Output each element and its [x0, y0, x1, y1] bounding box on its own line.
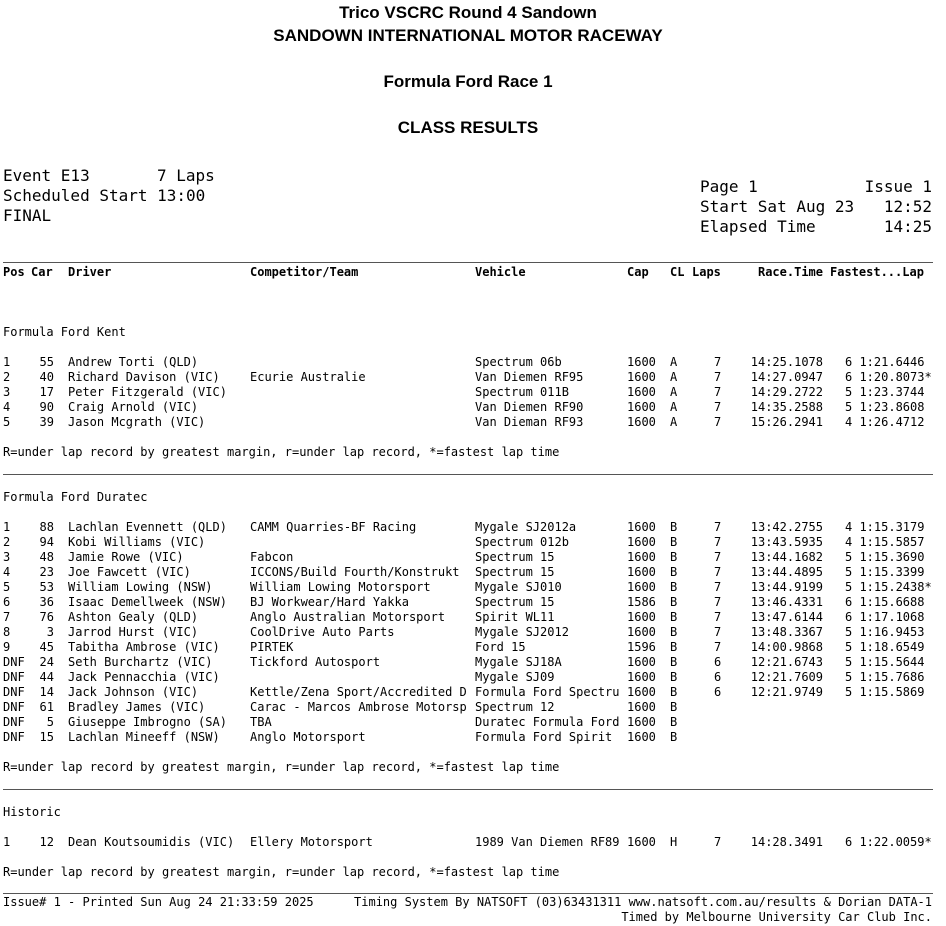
cell-race-time: 14:00.9868 [750, 640, 823, 654]
cell-cl: A [670, 370, 678, 384]
cell-car: 44 [39, 670, 54, 684]
table-row [0, 520, 946, 535]
cell-cl: B [670, 595, 678, 609]
cell-car: 14 [39, 685, 54, 699]
cell-driver: William Lowing (NSW) [68, 580, 213, 594]
table-row [0, 640, 946, 655]
cell-team: Ecurie Australie [250, 370, 366, 384]
cell-cl: A [670, 415, 678, 429]
cell-cap: 1600 [627, 715, 656, 729]
cell-car: 3 [46, 625, 54, 639]
cell-cap: 1600 [627, 670, 656, 684]
cell-race-time: 13:44.1682 [750, 550, 823, 564]
cell-car: 23 [39, 565, 54, 579]
cell-cap: 1600 [627, 610, 656, 624]
cell-fastest: 5 1:15.2438* [845, 580, 932, 594]
cell-vehicle: Spectrum 15 [475, 550, 555, 564]
cell-vehicle: Spectrum 012b [475, 535, 569, 549]
cell-cap: 1600 [627, 685, 656, 699]
cell-cl: B [670, 565, 678, 579]
cell-race-time: 14:29.2722 [750, 385, 823, 399]
cell-driver: Peter Fitzgerald (VIC) [68, 385, 227, 399]
cell-race-time: 13:48.3367 [750, 625, 823, 639]
cell-vehicle: Mygale SJ2012a [475, 520, 577, 534]
cell-laps: 6 [714, 655, 722, 669]
elapsed-label: Elapsed Time [700, 217, 816, 236]
cell-car: 61 [39, 700, 54, 714]
cell-vehicle: 1989 Van Diemen RF89 [475, 835, 620, 849]
cell-cl: B [670, 580, 678, 594]
cell-cl: B [670, 685, 678, 699]
start-label: Start Sat Aug 23 [700, 197, 855, 216]
cell-cap: 1586 [627, 595, 656, 609]
cell-race-time: 13:47.6144 [750, 610, 823, 624]
cell-pos: DNF [3, 730, 25, 744]
cell-vehicle: Spectrum 011B [475, 385, 569, 399]
cell-team: CAMM Quarries-BF Racing [250, 520, 417, 534]
cell-laps: 7 [714, 610, 722, 624]
cell-fastest: 5 1:15.3690 [845, 550, 925, 564]
cell-cl: B [670, 640, 678, 654]
cell-cl: A [670, 385, 678, 399]
cell-car: 12 [39, 835, 54, 849]
cell-driver: Tabitha Ambrose (VIC) [68, 640, 220, 654]
col-pos: Pos [3, 265, 25, 279]
cell-cap: 1600 [627, 835, 656, 849]
table-row [0, 685, 946, 700]
cell-cap: 1600 [627, 355, 656, 369]
cell-fastest: 5 1:23.8608 [845, 400, 925, 414]
cell-cl: A [670, 355, 678, 369]
table-row [0, 355, 946, 370]
cell-cap: 1600 [627, 565, 656, 579]
table-row [0, 370, 946, 385]
cell-pos: 1 [3, 355, 11, 369]
cell-pos: DNF [3, 715, 25, 729]
cell-vehicle: Formula Ford Spirit [475, 730, 613, 744]
cell-cl: B [670, 625, 678, 639]
table-row [0, 415, 946, 430]
cell-fastest: 6 1:20.8073* [845, 370, 932, 384]
cell-fastest: 6 1:22.0059* [845, 835, 932, 849]
cell-driver: Bradley James (VIC) [68, 700, 206, 714]
cell-cl: B [670, 550, 678, 564]
divider [3, 789, 933, 790]
table-row [0, 610, 946, 625]
cell-cl: B [670, 535, 678, 549]
legend-text: R=under lap record by greatest margin, r=under lap record, *=fastest lap time [3, 760, 560, 774]
cell-pos: 4 [3, 565, 11, 579]
report-type: CLASS RESULTS [397, 118, 539, 137]
cell-race-time: 12:21.7609 [750, 670, 823, 684]
cell-pos: 4 [3, 400, 11, 414]
cell-laps: 7 [714, 625, 722, 639]
col-laps: Laps [692, 265, 721, 279]
divider [3, 893, 933, 894]
cell-cl: B [670, 520, 678, 534]
cell-cl: B [670, 730, 678, 744]
cell-pos: 2 [3, 535, 11, 549]
divider [3, 474, 933, 475]
race-title: Formula Ford Race 1 [383, 72, 553, 91]
col-cap: Cap [627, 265, 649, 279]
cell-driver: Lachlan Mineeff (NSW) [68, 730, 220, 744]
cell-cap: 1600 [627, 535, 656, 549]
result-status: FINAL [3, 206, 52, 225]
cell-fastest: 5 1:18.6549 [845, 640, 925, 654]
cell-driver: Isaac Demellweek (NSW) [68, 595, 227, 609]
cell-fastest: 5 1:15.7686 [845, 670, 925, 684]
cell-fastest: 6 1:21.6446 [845, 355, 925, 369]
cell-pos: 3 [3, 550, 11, 564]
section-title: Historic [3, 805, 61, 819]
cell-team: ICCONS/Build Fourth/Konstrukt [250, 565, 460, 579]
cell-race-time: 13:46.4331 [750, 595, 823, 609]
cell-driver: Joe Fawcett (VIC) [68, 565, 191, 579]
cell-pos: 8 [3, 625, 11, 639]
cell-fastest: 5 1:15.5644 [845, 655, 925, 669]
cell-pos: 5 [3, 580, 11, 594]
cell-cap: 1600 [627, 550, 656, 564]
cell-fastest: 5 1:15.5869 [845, 685, 925, 699]
cell-race-time: 12:21.6743 [750, 655, 823, 669]
cell-car: 40 [39, 370, 54, 384]
table-row [0, 730, 946, 745]
cell-pos: 7 [3, 610, 11, 624]
cell-laps: 7 [714, 520, 722, 534]
cell-laps: 6 [714, 670, 722, 684]
cell-race-time: 12:21.9749 [750, 685, 823, 699]
cell-fastest: 5 1:16.9453 [845, 625, 925, 639]
timing-system-info: Timing System By NATSOFT (03)63431311 www.natsoft.com.au/results & Dorian DATA-1 [354, 895, 932, 909]
timed-by-info: Timed by Melbourne University Car Club Inc. [621, 910, 932, 924]
cell-laps: 7 [714, 595, 722, 609]
table-row [0, 565, 946, 580]
cell-cl: B [670, 715, 678, 729]
page-number: Page 1 [700, 177, 758, 196]
cell-car: 94 [39, 535, 54, 549]
printed-info: Issue# 1 - Printed Sun Aug 24 21:33:59 2025 [3, 895, 314, 909]
cell-car: 24 [39, 655, 54, 669]
cell-fastest: 4 1:26.4712 [845, 415, 925, 429]
cell-vehicle: Duratec Formula Ford [475, 715, 620, 729]
legend-text: R=under lap record by greatest margin, r=under lap record, *=fastest lap time [3, 865, 560, 879]
cell-driver: Lachlan Evennett (QLD) [68, 520, 227, 534]
cell-fastest: 6 1:17.1068 [845, 610, 925, 624]
cell-vehicle: Van Diemen RF95 [475, 370, 584, 384]
cell-car: 39 [39, 415, 54, 429]
cell-vehicle: Spectrum 15 [475, 595, 555, 609]
table-row [0, 580, 946, 595]
table-row [0, 655, 946, 670]
cell-cap: 1600 [627, 400, 656, 414]
cell-car: 36 [39, 595, 54, 609]
cell-pos: 5 [3, 415, 11, 429]
cell-laps: 7 [714, 580, 722, 594]
cell-laps: 7 [714, 370, 722, 384]
cell-race-time: 15:26.2941 [750, 415, 823, 429]
cell-laps: 7 [714, 640, 722, 654]
cell-team: Anglo Australian Motorsport [250, 610, 446, 624]
divider [3, 262, 933, 263]
cell-team: BJ Workwear/Hard Yakka [250, 595, 409, 609]
event-id: Event E13 [3, 166, 90, 185]
cell-laps: 7 [714, 385, 722, 399]
cell-cl: B [670, 670, 678, 684]
cell-vehicle: Spectrum 06b [475, 355, 562, 369]
cell-race-time: 13:43.5935 [750, 535, 823, 549]
col-vehicle: Vehicle [475, 265, 526, 279]
table-row [0, 715, 946, 730]
col-fastest: Fastest...Lap [830, 265, 924, 279]
cell-driver: Ashton Gealy (QLD) [68, 610, 199, 624]
table-row [0, 385, 946, 400]
cell-race-time: 13:44.9199 [750, 580, 823, 594]
cell-car: 55 [39, 355, 54, 369]
cell-team: CoolDrive Auto Parts [250, 625, 395, 639]
cell-vehicle: Van Diemen RF90 [475, 400, 584, 414]
cell-team: Tickford Autosport [250, 655, 381, 669]
scheduled-start: Scheduled Start 13:00 [3, 186, 206, 205]
table-row [0, 535, 946, 550]
issue-number: Issue 1 [864, 177, 932, 196]
cell-pos: 3 [3, 385, 11, 399]
cell-pos: 9 [3, 640, 11, 654]
cell-fastest: 5 1:23.3744 [845, 385, 925, 399]
cell-car: 5 [46, 715, 54, 729]
col-race-time: Race.Time [757, 265, 823, 279]
cell-cap: 1600 [627, 700, 656, 714]
cell-car: 76 [39, 610, 54, 624]
table-row [0, 700, 946, 715]
cell-driver: Richard Davison (VIC) [68, 370, 220, 384]
cell-driver: Andrew Torti (QLD) [68, 355, 199, 369]
cell-car: 53 [39, 580, 54, 594]
cell-vehicle: Spectrum 15 [475, 565, 555, 579]
cell-vehicle: Ford 15 [475, 640, 526, 654]
report-title: Trico VSCRC Round 4 Sandown [339, 3, 597, 22]
cell-cap: 1600 [627, 625, 656, 639]
section-title: Formula Ford Kent [3, 325, 126, 339]
cell-cl: A [670, 400, 678, 414]
table-row [0, 835, 946, 850]
cell-vehicle: Spectrum 12 [475, 700, 555, 714]
cell-cl: B [670, 655, 678, 669]
cell-laps: 7 [714, 835, 722, 849]
cell-laps: 7 [714, 415, 722, 429]
cell-team: Anglo Motorsport [250, 730, 366, 744]
cell-cap: 1596 [627, 640, 656, 654]
cell-cap: 1600 [627, 520, 656, 534]
table-row [0, 625, 946, 640]
col-driver: Driver [68, 265, 112, 279]
cell-laps: 6 [714, 685, 722, 699]
cell-cap: 1600 [627, 655, 656, 669]
cell-driver: Jarrod Hurst (VIC) [68, 625, 199, 639]
cell-vehicle: Mygale SJ18A [475, 655, 562, 669]
cell-team: Fabcon [250, 550, 294, 564]
cell-driver: Kobi Williams (VIC) [68, 535, 206, 549]
cell-team: Carac - Marcos Ambrose Motorsp [250, 700, 467, 714]
cell-driver: Jason Mcgrath (VIC) [68, 415, 206, 429]
cell-driver: Giuseppe Imbrogno (SA) [68, 715, 227, 729]
table-row [0, 595, 946, 610]
cell-race-time: 13:42.2755 [750, 520, 823, 534]
cell-car: 88 [39, 520, 54, 534]
cell-race-time: 14:28.3491 [750, 835, 823, 849]
cell-cl: B [670, 700, 678, 714]
cell-fastest: 4 1:15.3179 [845, 520, 925, 534]
cell-team: TBA [250, 715, 272, 729]
cell-laps: 7 [714, 565, 722, 579]
cell-car: 90 [39, 400, 54, 414]
cell-pos: 6 [3, 595, 11, 609]
cell-race-time: 13:44.4895 [750, 565, 823, 579]
cell-team: Kettle/Zena Sport/Accredited D [250, 685, 467, 699]
cell-cap: 1600 [627, 385, 656, 399]
cell-race-time: 14:25.1078 [750, 355, 823, 369]
cell-race-time: 14:27.0947 [750, 370, 823, 384]
table-row [0, 400, 946, 415]
cell-driver: Seth Burchartz (VIC) [68, 655, 213, 669]
cell-pos: 2 [3, 370, 11, 384]
cell-car: 45 [39, 640, 54, 654]
cell-race-time: 14:35.2588 [750, 400, 823, 414]
table-row [0, 550, 946, 565]
cell-vehicle: Mygale SJ010 [475, 580, 562, 594]
cell-driver: Craig Arnold (VIC) [68, 400, 199, 414]
table-row [0, 670, 946, 685]
cell-vehicle: Mygale SJ2012 [475, 625, 569, 639]
cell-pos: DNF [3, 685, 25, 699]
col-team: Competitor/Team [250, 265, 359, 279]
legend-text: R=under lap record by greatest margin, r=under lap record, *=fastest lap time [3, 445, 560, 459]
column-header-row [0, 265, 946, 280]
cell-vehicle: Mygale SJ09 [475, 670, 555, 684]
cell-cap: 1600 [627, 580, 656, 594]
cell-pos: DNF [3, 655, 25, 669]
cell-driver: Jamie Rowe (VIC) [68, 550, 184, 564]
cell-pos: 1 [3, 835, 11, 849]
cell-driver: Dean Koutsoumidis (VIC) [68, 835, 235, 849]
cell-laps: 7 [714, 400, 722, 414]
cell-team: Ellery Motorsport [250, 835, 373, 849]
venue-title: SANDOWN INTERNATIONAL MOTOR RACEWAY [273, 26, 663, 45]
cell-car: 48 [39, 550, 54, 564]
cell-driver: Jack Pennacchia (VIC) [68, 670, 220, 684]
cell-car: 15 [39, 730, 54, 744]
cell-cl: B [670, 610, 678, 624]
cell-fastest: 4 1:15.5857 [845, 535, 925, 549]
cell-laps: 7 [714, 355, 722, 369]
cell-car: 17 [39, 385, 54, 399]
cell-vehicle: Van Dieman RF93 [475, 415, 584, 429]
cell-cl: H [670, 835, 678, 849]
event-laps: 7 Laps [157, 166, 215, 185]
cell-team: PIRTEK [250, 640, 294, 654]
cell-pos: 1 [3, 520, 11, 534]
elapsed-time: 14:25 [883, 217, 932, 236]
cell-fastest: 5 1:15.3399 [845, 565, 925, 579]
cell-vehicle: Spirit WL11 [475, 610, 555, 624]
cell-vehicle: Formula Ford Spectru [475, 685, 620, 699]
cell-cap: 1600 [627, 370, 656, 384]
section-title: Formula Ford Duratec [3, 490, 148, 504]
cell-laps: 7 [714, 550, 722, 564]
cell-fastest: 6 1:15.6688 [845, 595, 925, 609]
col-cl: CL [670, 265, 685, 279]
col-car: Car [31, 265, 53, 279]
start-time: 12:52 [883, 197, 932, 216]
cell-team: William Lowing Motorsport [250, 580, 431, 594]
cell-cap: 1600 [627, 730, 656, 744]
cell-laps: 7 [714, 535, 722, 549]
cell-pos: DNF [3, 700, 25, 714]
cell-pos: DNF [3, 670, 25, 684]
cell-driver: Jack Johnson (VIC) [68, 685, 199, 699]
cell-cap: 1600 [627, 415, 656, 429]
